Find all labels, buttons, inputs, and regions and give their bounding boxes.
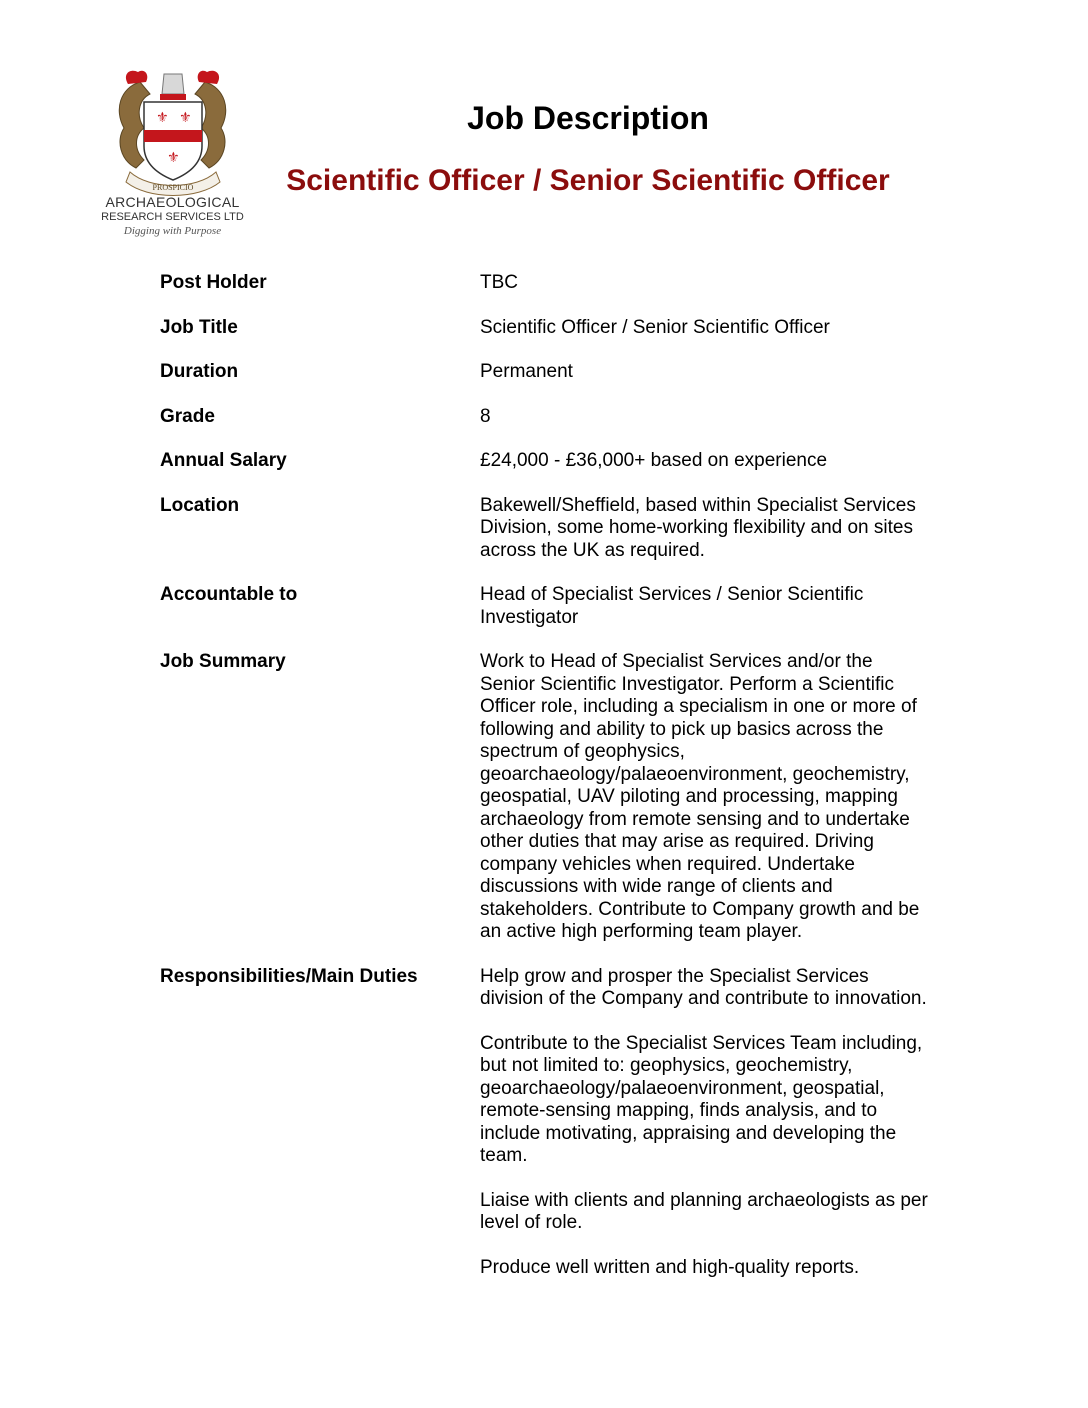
field-value: Work to Head of Specialist Services and/or the Senior Scientific Investigator. Perform a Scientific Officer role, including a specialism in one or more of following and ability to pick up basics across the spectrum of geophysics, geoarchaeology/palaeoenvironment, geochemistry, geospatial, UAV piloting and processing, mapping archaeology from remote sensing and to undertake other duties that may arise as required. Driving company vehicles when required. Undertake discussions with wide range of clients and stakeholders. Contribute to Company growth and be an active high performing team player. [480,651,920,942]
job-details-table [160,272,940,1301]
field-label: Duration [160,361,239,382]
field-label: Post Holder [160,272,267,293]
field-row [160,317,940,340]
field-value: Permanent [480,361,573,382]
company-tagline: Digging with Purpose [123,225,222,237]
field-row [160,272,940,295]
svg-text:⚜: ⚜ [156,110,169,126]
field-row [160,495,940,563]
motto-text: PROSPICIO [152,183,194,192]
field-label: Grade [160,405,215,427]
company-name [100,194,245,238]
duty-paragraph: Liaise with clients and planning archaeologists as per level of role. [480,1189,928,1233]
duties-row [160,966,940,1280]
field-label: Accountable to [160,584,298,605]
field-row [160,651,940,944]
company-name-line2: RESEARCH SERVICES LTD [101,211,244,223]
svg-text:⚜: ⚜ [167,150,180,166]
field-value: 8 [480,405,491,427]
company-name-line1: ARCHAEOLOGICAL [105,194,240,210]
field-row [160,450,940,473]
field-value: £24,000 - £36,000+ based on experience [480,450,828,471]
field-row [160,406,940,429]
field-label: Job Summary [160,651,286,672]
field-label: Location [160,494,240,516]
document-title: Job Description [467,100,709,136]
svg-text:⚜: ⚜ [179,110,192,126]
duty-paragraph: Help grow and prosper the Specialist Services division of the Company and contribute to innovation. [480,965,927,1009]
duty-paragraph: Produce well written and high-quality reports. [480,1256,860,1278]
field-row [160,584,940,629]
field-row [160,361,940,384]
duties-list [480,966,930,1280]
job-title-heading: Scientific Officer / Senior Scientific Officer [286,164,890,197]
field-value: Scientific Officer / Senior Scientific Officer [480,316,830,338]
field-value: Bakewell/Sheffield, based within Specialist Services Division, some home-working flexibility and on sites across the UK as required. [480,494,916,561]
duty-paragraph: Contribute to the Specialist Services Team including, but not limited to: geophysics, geochemistry, geoarchaeology/palaeoenvironment, geospatial, remote-sensing mapping, finds analysis, and to include motivating, appraising and developing the team. [480,1032,923,1166]
field-label: Annual Salary [160,450,287,471]
duties-label: Responsibilities/Main Duties [160,965,418,987]
field-label: Job Title [160,316,238,338]
field-value: Head of Specialist Services / Senior Scientific Investigator [480,584,864,628]
field-value: TBC [480,272,518,293]
